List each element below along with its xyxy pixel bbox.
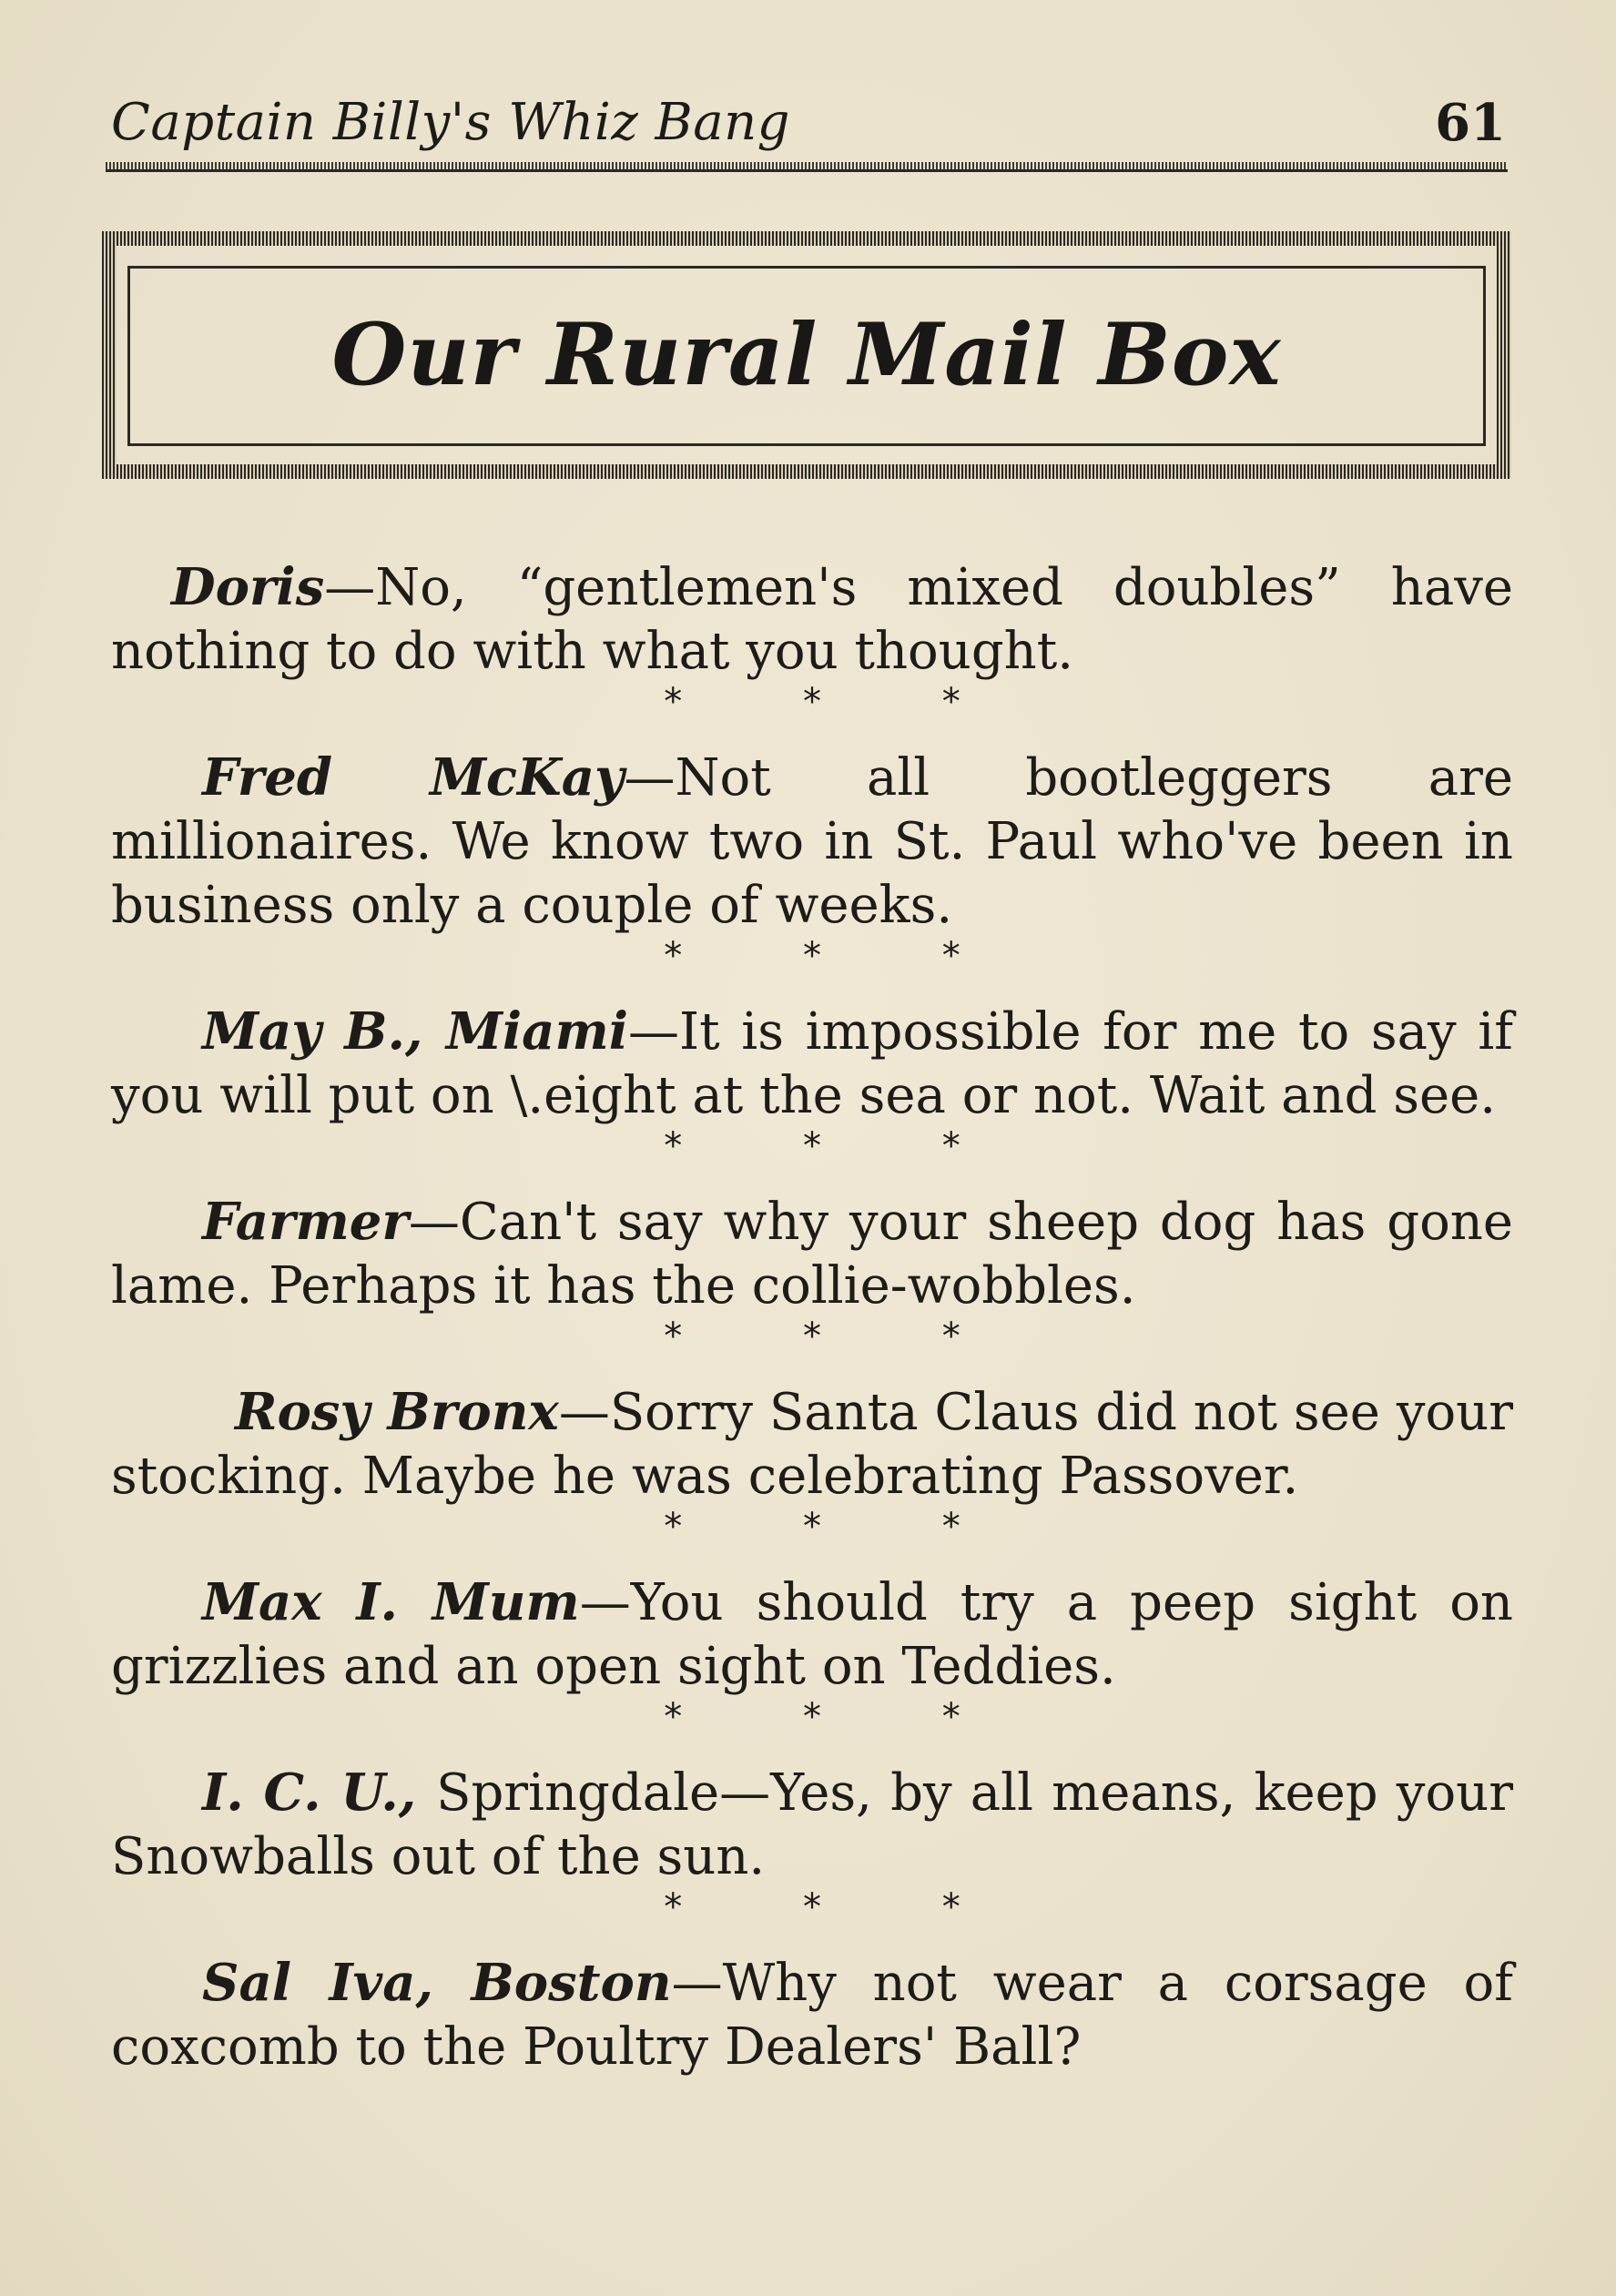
entry-name: Doris — [171, 557, 325, 617]
asterism-separator: * * * — [664, 1316, 1015, 1357]
entry-name: Farmer — [202, 1192, 409, 1252]
entry-text: —No, “gentlemen's mixed doubles” have nothing to do with what you thought. — [111, 558, 1513, 681]
asterism-separator: * * * — [664, 935, 1015, 977]
entry-name: Rosy Bronx — [235, 1382, 559, 1442]
entry-max-i-mum — [111, 1570, 1513, 1699]
entry-rosy-bronx — [111, 1380, 1513, 1509]
entry-text: Springdale—Yes, by all means, keep your Snowballs out of the sun. — [111, 1763, 1513, 1886]
entry-farmer — [111, 1190, 1513, 1318]
entry-name: I. C. U., — [202, 1763, 437, 1823]
asterism-separator: * * * — [664, 681, 1015, 723]
entry-text: —Can't say why your sheep dog has gone lame. Perhaps it has the collie-wobbles. — [111, 1193, 1513, 1316]
mail-box-entries — [111, 555, 1513, 2079]
page-number: 61 — [1435, 93, 1506, 153]
entry-text: —It is impossible for me to say if you will put on \.eight at the sea or not. Wait and see. — [111, 1002, 1514, 1125]
entry-text: —Why not wear a corsage of coxcomb to the Poultry Dealers' Ball? — [111, 1954, 1513, 2077]
entry-i-c-u — [111, 1761, 1513, 1889]
entry-name: May B., Miami — [202, 1001, 628, 1062]
entry-fred-mckay — [111, 746, 1513, 938]
entry-text: —Not all bootleggers are millionaires. We know two in St. Paul who've been in business only a couple of weeks. — [111, 748, 1513, 935]
entry-sal-iva — [111, 1951, 1513, 2079]
entry-doris — [111, 555, 1513, 684]
running-header — [111, 89, 1506, 162]
asterism-separator: * * * — [664, 1886, 1015, 1928]
section-title: Our Rural Mail Box — [331, 305, 1282, 405]
entry-name: Fred McKay — [202, 747, 625, 808]
asterism-separator: * * * — [664, 1696, 1015, 1738]
entry-name: Sal Iva, Boston — [202, 1953, 672, 2013]
entry-text: —You should try a peep sight on grizzlies and an open sight on Teddies. — [111, 1573, 1513, 1696]
entry-may-b — [111, 1000, 1513, 1128]
header-rule-line — [106, 169, 1508, 172]
asterism-separator: * * * — [664, 1506, 1015, 1548]
entry-text: —Sorry Santa Claus did not see your stocking. Maybe he was celebrating Passover. — [111, 1383, 1513, 1506]
asterism-separator: * * * — [664, 1125, 1015, 1167]
running-title: Captain Billy's Whiz Bang — [111, 93, 790, 152]
entry-name: Max I. Mum — [202, 1572, 580, 1632]
